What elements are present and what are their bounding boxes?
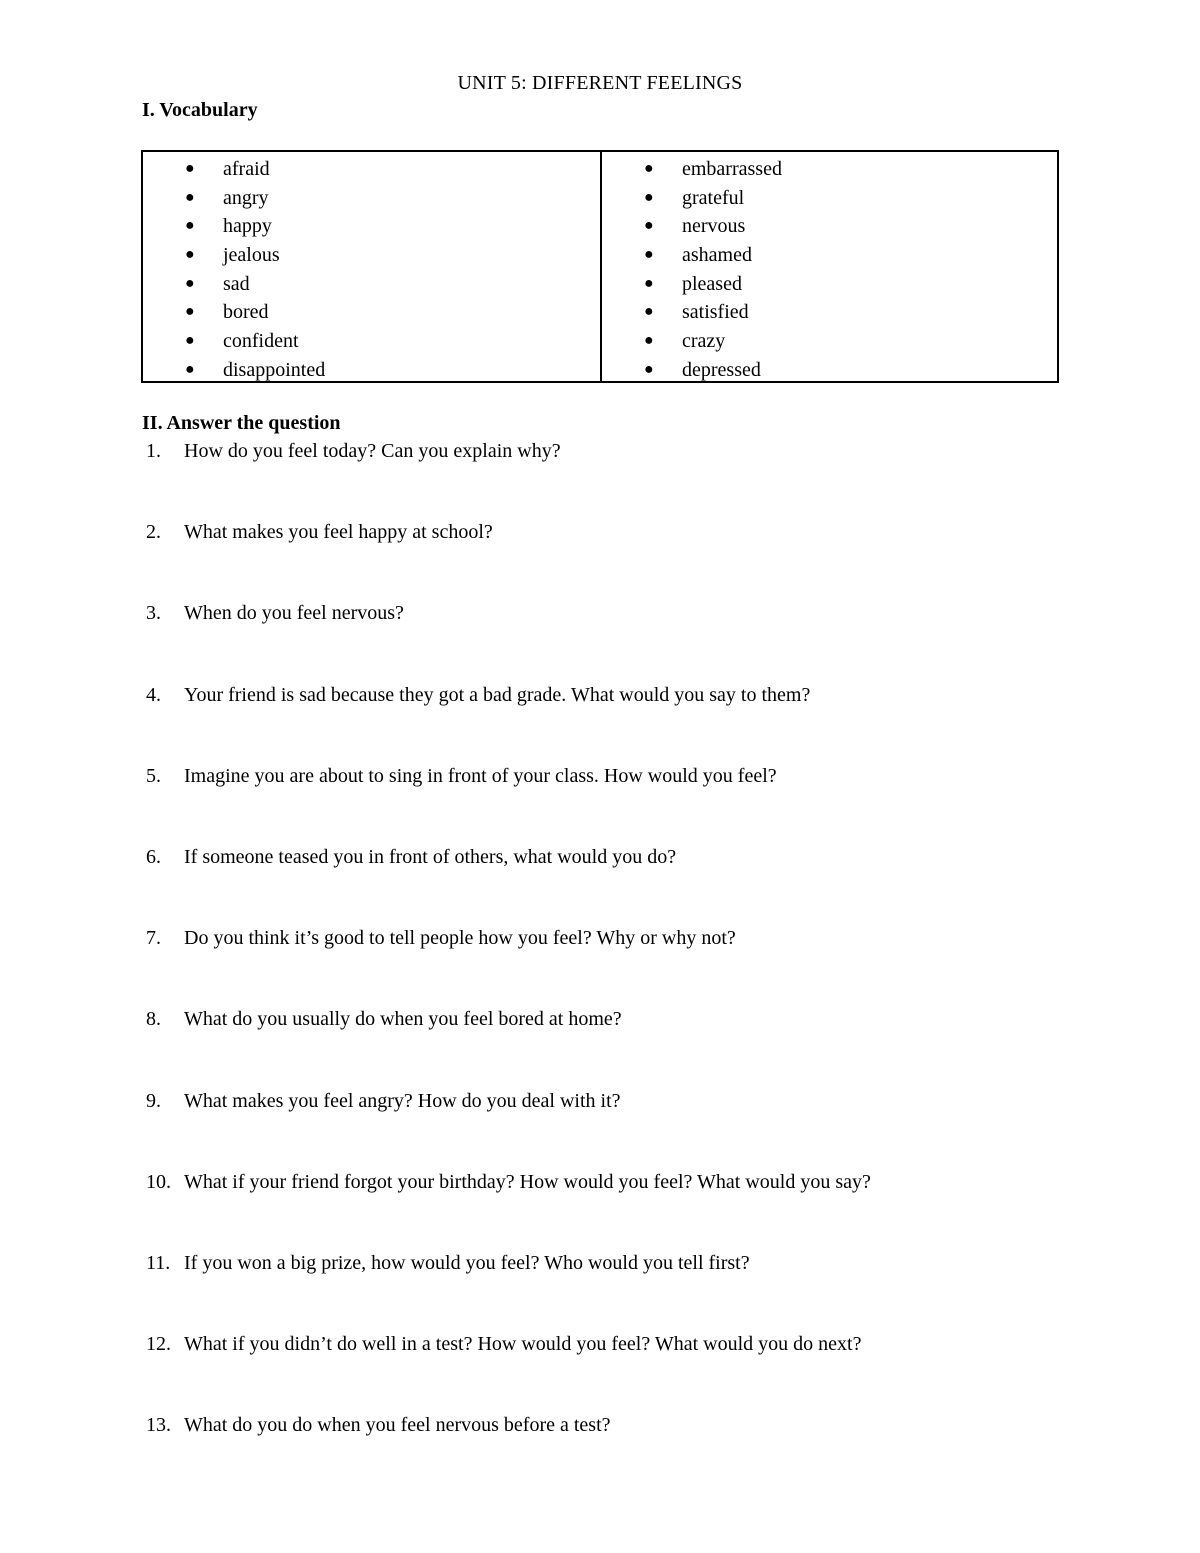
bullet-icon: ●: [185, 332, 195, 350]
bullet-icon: ●: [644, 360, 654, 378]
vocabulary-word: ashamed: [682, 244, 752, 267]
question-item: [146, 521, 493, 544]
bullet-icon: ●: [185, 360, 195, 378]
question-number: 1.: [146, 440, 161, 462]
vocabulary-item: [143, 270, 600, 299]
bullet-icon: ●: [185, 274, 195, 292]
question-number: 5.: [146, 764, 161, 787]
question-number: 4.: [146, 683, 161, 706]
vocabulary-word: disappointed: [223, 358, 326, 381]
question-item: [146, 440, 561, 463]
vocabulary-word: afraid: [223, 158, 270, 180]
bullet-icon: ●: [185, 188, 195, 206]
vocabulary-item: [602, 241, 1057, 270]
bullet-icon: ●: [644, 217, 654, 235]
bullet-icon: ●: [644, 274, 654, 292]
question-number: 12.: [146, 1333, 171, 1356]
vocabulary-item: [602, 298, 1057, 327]
vocabulary-word: crazy: [682, 330, 726, 353]
vocabulary-list-left: [143, 155, 600, 385]
question-text: When do you feel nervous?: [184, 602, 404, 625]
bullet-icon: ●: [185, 246, 195, 264]
question-number: 3.: [146, 602, 161, 625]
answer-section-heading: II. Answer the question: [142, 412, 341, 434]
question-number: 13.: [146, 1414, 171, 1437]
bullet-icon: ●: [185, 160, 195, 177]
question-item: [146, 1252, 750, 1275]
question-text: What makes you feel happy at school?: [184, 521, 493, 544]
vocabulary-item: [602, 356, 1057, 385]
question-number: 9.: [146, 1089, 161, 1112]
question-text: Your friend is sad because they got a bad grade. What would you say to them?: [184, 683, 811, 706]
vocabulary-item: [143, 298, 600, 327]
vocabulary-item: [602, 212, 1057, 241]
vocabulary-word: grateful: [682, 186, 745, 209]
bullet-icon: ●: [644, 332, 654, 350]
vocabulary-word: confident: [223, 330, 299, 353]
bullet-icon: ●: [644, 246, 654, 264]
question-text: How do you feel today? Can you explain why?: [184, 440, 561, 462]
vocabulary-item: [602, 184, 1057, 213]
question-number: 11.: [146, 1252, 171, 1274]
question-item: [146, 846, 676, 869]
vocabulary-word: depressed: [682, 358, 761, 381]
vocabulary-word: nervous: [682, 215, 746, 238]
vocabulary-word: bored: [223, 301, 269, 324]
vocabulary-column-left: [143, 152, 600, 381]
bullet-icon: ●: [185, 217, 195, 235]
question-item: [146, 602, 404, 625]
question-text: What if your friend forgot your birthday? How would you feel? What would you say?: [184, 1170, 871, 1193]
question-number: 7.: [146, 927, 161, 950]
vocabulary-word: happy: [223, 215, 272, 238]
question-text: What do you do when you feel nervous before a test?: [184, 1414, 611, 1437]
question-number: 10.: [146, 1170, 171, 1193]
bullet-icon: ●: [185, 303, 195, 321]
vocabulary-item: [143, 184, 600, 213]
question-text: What do you usually do when you feel bored at home?: [184, 1008, 622, 1031]
vocabulary-item: [602, 327, 1057, 356]
question-text: If someone teased you in front of others, what would you do?: [184, 846, 677, 868]
bullet-icon: ●: [644, 303, 654, 321]
question-item: [146, 1171, 871, 1194]
question-item: [146, 684, 810, 707]
question-item: [146, 927, 736, 950]
vocabulary-table: [141, 150, 1059, 383]
vocabulary-word: embarrassed: [682, 158, 782, 180]
question-text: What makes you feel angry? How do you deal with it?: [184, 1089, 621, 1112]
vocabulary-column-right: [600, 152, 1057, 381]
vocabulary-word: pleased: [682, 272, 742, 295]
question-item: [146, 765, 777, 788]
question-item: [146, 1333, 861, 1356]
bullet-icon: ●: [644, 160, 654, 177]
vocabulary-word: sad: [223, 272, 250, 295]
question-text: If you won a big prize, how would you feel? Who would you tell first?: [184, 1252, 750, 1274]
question-text: Imagine you are about to sing in front of your class. How would you feel?: [184, 764, 777, 787]
vocabulary-item: [143, 327, 600, 356]
question-number: 8.: [146, 1008, 161, 1031]
bullet-icon: ●: [644, 188, 654, 206]
vocabulary-item: [143, 356, 600, 385]
vocabulary-word: angry: [223, 186, 269, 209]
vocabulary-item: [143, 155, 600, 184]
question-number: 6.: [146, 846, 161, 868]
question-item: [146, 1090, 621, 1113]
vocabulary-item: [143, 212, 600, 241]
page-title: UNIT 5: DIFFERENT FEELINGS: [457, 72, 743, 94]
vocabulary-item: [602, 155, 1057, 184]
question-text: Do you think it’s good to tell people how you feel? Why or why not?: [184, 927, 736, 950]
question-text: What if you didn’t do well in a test? How would you feel? What would you do next?: [184, 1333, 862, 1356]
vocabulary-word: satisfied: [682, 301, 749, 324]
vocabulary-word: jealous: [223, 244, 280, 267]
vocabulary-list-right: [602, 155, 1057, 385]
question-item: [146, 1414, 611, 1437]
question-item: [146, 1008, 622, 1031]
question-number: 2.: [146, 521, 161, 544]
vocabulary-item: [602, 270, 1057, 299]
vocabulary-heading: I. Vocabulary: [142, 99, 258, 121]
vocabulary-item: [143, 241, 600, 270]
